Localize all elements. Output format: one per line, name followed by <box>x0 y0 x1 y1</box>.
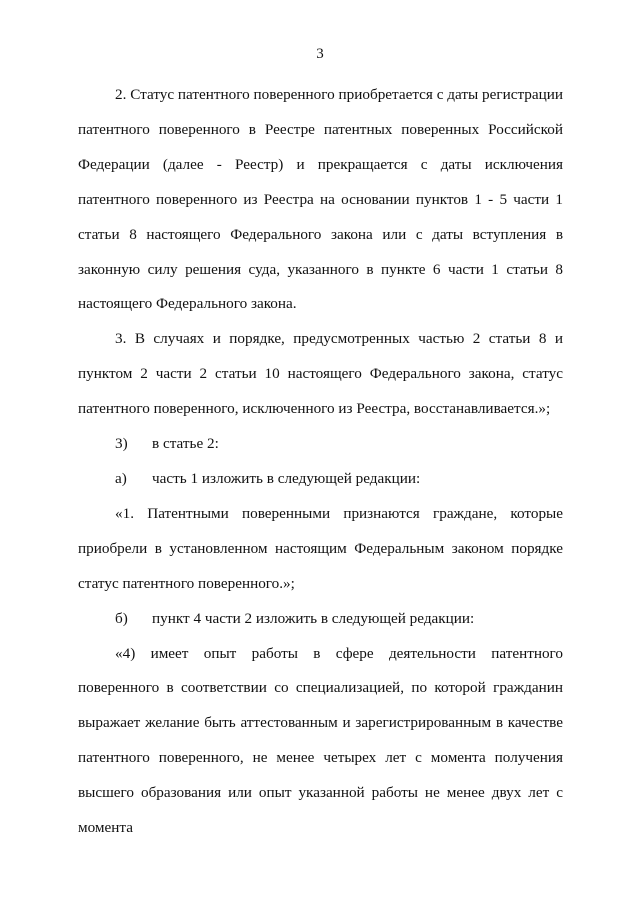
paragraph-patent-attorneys-definition: «1. Патентными поверенными признаются граждане, которые приобрели в установленном настоящим Федеральным законом порядке статус патентного поверенного.»; <box>78 504 563 592</box>
paragraph-status-acquisition: 2. Статус патентного поверенного приобретается с даты регистрации патентного поверенного в Реестре патентных поверенных Российской Федерации (далее - Реестр) и прекращается с даты исключения патентного поверенного из Реестра на основании пунктов 1 - 5 части 1 статьи 8 настоящего Федерального закона или с даты вступления в законную силу решения суда, указанного в пункте 6 части 1 статьи 8 настоящего Федерального закона. <box>78 86 563 313</box>
list-marker: б) <box>115 609 128 627</box>
list-marker: а) <box>115 469 127 487</box>
amendment-item-a <box>78 462 563 497</box>
list-text: пункт 4 части 2 изложить в следующей редакции: <box>152 609 475 627</box>
paragraph-work-experience: «4) имеет опыт работы в сфере деятельности патентного поверенного в соответствии со специализацией, по которой гражданин выражает желание быть аттестованным и зарегистрированным в качестве патентного поверенного, не менее четырех лет с момента получения высшего образования или опыт указанной работы не менее двух лет с момента <box>78 644 563 837</box>
amendment-item-b <box>78 602 563 637</box>
list-text: в статье 2: <box>152 435 219 453</box>
paragraph-status-restoration: 3. В случаях и порядке, предусмотренных частью 2 статьи 8 и пунктом 2 части 2 статьи 10 настоящего Федерального закона, статус патентного поверенного, исключенного из Реестра, восстанавливается.»; <box>78 330 563 418</box>
document-body <box>78 78 563 846</box>
list-text: часть 1 изложить в следующей редакции: <box>152 469 421 487</box>
amendment-item-3 <box>78 427 563 462</box>
page-number: 3 <box>316 46 324 62</box>
list-marker: 3) <box>115 435 128 453</box>
